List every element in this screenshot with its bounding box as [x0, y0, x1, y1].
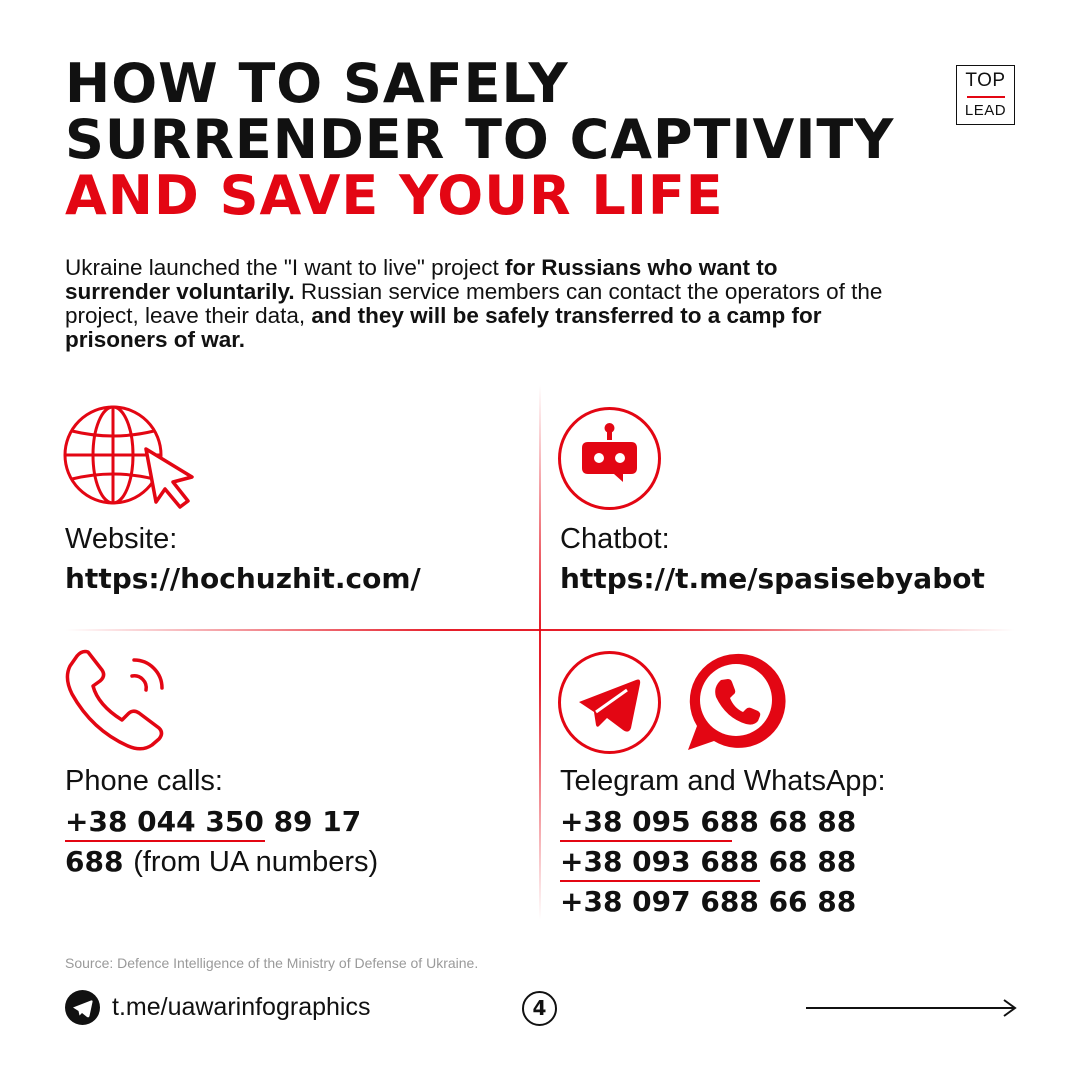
- robot-icon: [557, 406, 662, 511]
- intro-text-1: Ukraine launched the "I want to live" project: [65, 255, 505, 280]
- website-label: Website:: [65, 523, 178, 555]
- next-arrow-icon[interactable]: [806, 997, 1018, 1019]
- phone-label: Phone calls:: [65, 765, 223, 797]
- whatsapp-icon: [684, 650, 789, 755]
- logo-bottom-text: LEAD: [964, 101, 1007, 119]
- intro-text-2: Russian service members can contact the operators of the project, leave their data,: [65, 279, 883, 328]
- horizontal-divider: [65, 629, 1015, 631]
- messenger-number-1-underline: [560, 840, 732, 842]
- globe-cursor-icon: [62, 403, 197, 513]
- telegram-footer-icon: [65, 990, 100, 1025]
- logo-top-text: TOP: [965, 70, 1006, 91]
- short-number[interactable]: 688: [65, 845, 124, 878]
- telegram-icon: [557, 650, 662, 755]
- phone-number[interactable]: +38 044 350 89 17: [65, 805, 362, 838]
- title-line-1: HOW TO SAFELY: [65, 52, 569, 115]
- chatbot-label: Chatbot:: [560, 523, 670, 555]
- messengers-label: Telegram and WhatsApp:: [560, 765, 886, 797]
- messenger-number-2-underline: [560, 880, 760, 882]
- chatbot-link[interactable]: https://t.me/spasisebyabot: [560, 562, 985, 595]
- messenger-number-2[interactable]: +38 093 688 68 88: [560, 845, 857, 878]
- vertical-divider: [539, 385, 541, 920]
- phone-icon: [62, 648, 172, 753]
- page-title: [65, 52, 895, 227]
- messenger-number-3[interactable]: +38 097 688 66 88: [560, 885, 857, 918]
- channel-link[interactable]: t.me/uawarinfographics: [112, 993, 371, 1021]
- phone-number-underline: [65, 840, 265, 842]
- title-line-2: SURRENDER TO CAPTIVITY: [65, 108, 895, 171]
- intro-paragraph: [65, 256, 885, 352]
- intro-bold-2: and they will be safely transferred to a camp for prisoners of war.: [65, 303, 822, 352]
- toplead-logo: [956, 65, 1015, 125]
- short-number-note: (from UA numbers): [133, 846, 379, 878]
- source-note: Source: Defence Intelligence of the Ministry of Defense of Ukraine.: [65, 955, 479, 971]
- short-number-line: [65, 845, 378, 879]
- intro-bold-1: for Russians who want to surrender voluntarily.: [65, 255, 778, 304]
- messenger-number-1[interactable]: +38 095 688 68 88: [560, 805, 857, 838]
- website-link[interactable]: https://hochuzhit.com/: [65, 562, 421, 595]
- title-line-3: AND SAVE YOUR LIFE: [65, 164, 724, 227]
- page-number: 4: [522, 991, 557, 1026]
